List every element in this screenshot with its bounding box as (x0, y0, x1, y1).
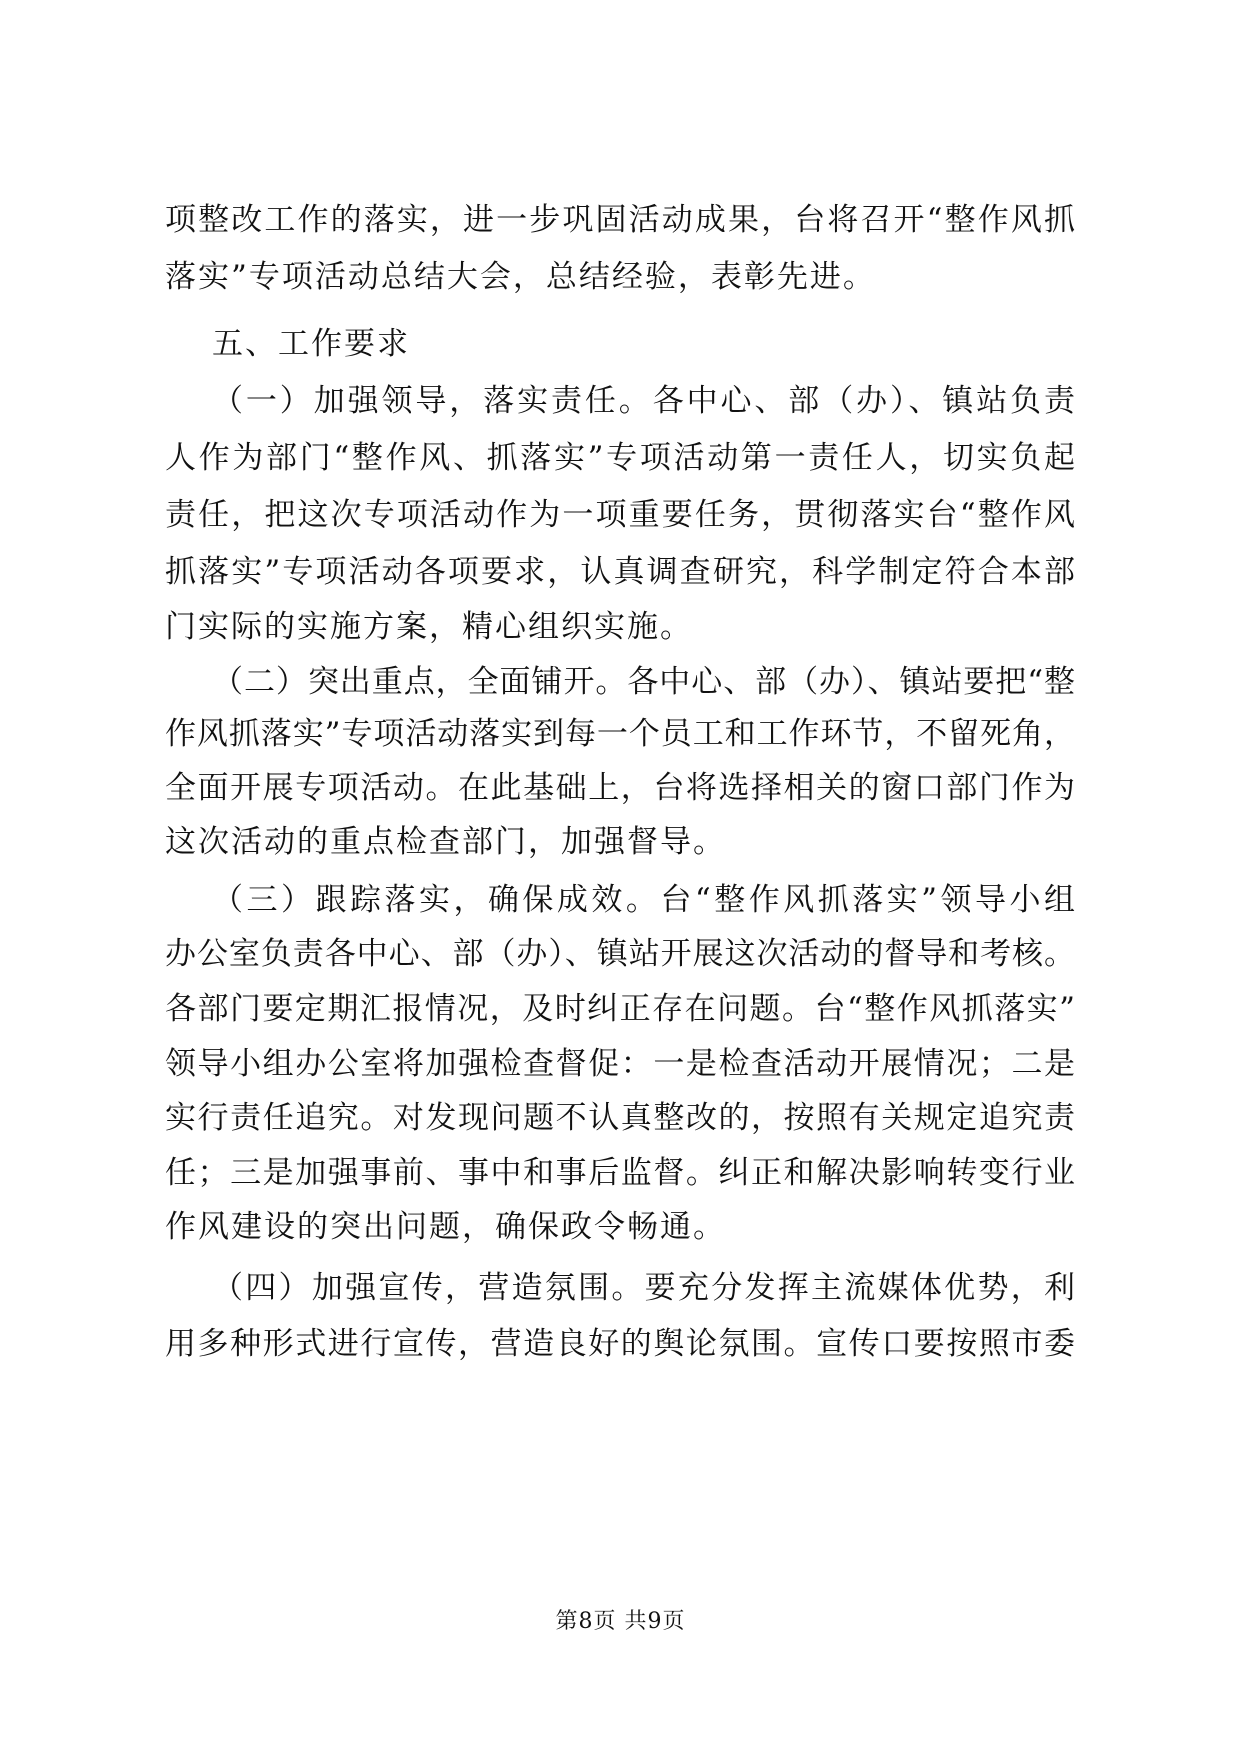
section-heading: 五、工作要求 (212, 326, 410, 362)
text-line: （四）加强宣传，营造氛围。要充分发挥主流媒体优势，利 (212, 1270, 1075, 1306)
text-line: 这次活动的重点检查部门，加强督导。 (165, 824, 726, 860)
text-line: （三）跟踪落实，确保成效。台“整作风抓落实”领导小组 (212, 882, 1075, 918)
text-line: 领导小组办公室将加强检查督促：一是检查活动开展情况；二是 (165, 1046, 1075, 1082)
text-line: 抓落实”专项活动各项要求，认真调查研究，科学制定符合本部 (165, 554, 1075, 590)
text-line: 责任，把这次专项活动作为一项重要任务，贯彻落实台“整作风 (165, 497, 1075, 533)
text-line: 作风建设的突出问题，确保政令畅通。 (165, 1209, 726, 1245)
text-line: 用多种形式进行宣传，营造良好的舆论氛围。宣传口要按照市委 (165, 1326, 1075, 1362)
text-line: 全面开展专项活动。在此基础上，台将选择相关的窗口部门作为 (165, 770, 1075, 806)
text-line: 落实”专项活动总结大会，总结经验，表彰先进。 (165, 259, 876, 295)
text-line: 实行责任追究。对发现问题不认真整改的，按照有关规定追究责 (165, 1100, 1075, 1136)
text-line: 办公室负责各中心、部（办）、镇站开展这次活动的督导和考核。 (165, 936, 1075, 972)
page-number-footer: 第8页 共9页 (555, 1609, 686, 1634)
text-line: 作风抓落实”专项活动落实到每一个员工和工作环节，不留死角， (165, 716, 1075, 752)
text-line: 门实际的实施方案，精心组织实施。 (165, 609, 693, 645)
text-line: （二）突出重点，全面铺开。各中心、部（办）、镇站要把“整 (212, 664, 1075, 700)
text-line: （一）加强领导，落实责任。各中心、部（办）、镇站负责 (212, 383, 1075, 419)
text-line: 各部门要定期汇报情况，及时纠正存在问题。台“整作风抓落实” (165, 991, 1075, 1027)
text-line: 任；三是加强事前、事中和事后监督。纠正和解决影响转变行业 (165, 1155, 1075, 1191)
text-line: 人作为部门“整作风、抓落实”专项活动第一责任人，切实负起 (165, 440, 1075, 476)
text-line: 项整改工作的落实，进一步巩固活动成果，台将召开“整作风抓 (165, 202, 1075, 238)
